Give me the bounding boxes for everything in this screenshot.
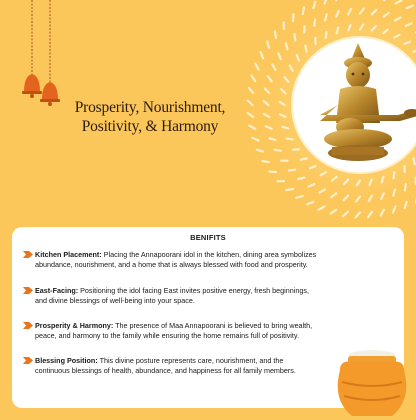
item-text: The presence of Maa Annapoorani is believed to bring wealth, xyxy=(113,321,312,330)
ring-dash xyxy=(262,161,269,162)
page-title xyxy=(55,98,245,136)
item-text: and divine blessings of well-being into your space. xyxy=(35,296,368,306)
ring-dash xyxy=(287,139,293,140)
headline-line-2: Positivity, & Harmony xyxy=(55,117,245,136)
ring-dash xyxy=(337,28,339,34)
item-text: continuous blessings of health, abundance, and happiness for all family members. xyxy=(35,366,368,376)
item-text: This divine posture represents care, nourishment, and the xyxy=(98,356,284,365)
item-heading: Blessing Position: xyxy=(35,356,98,365)
list-item xyxy=(23,250,368,269)
ring-dash xyxy=(283,127,289,129)
ring-dash xyxy=(289,170,295,171)
ring-dash xyxy=(286,189,293,190)
ring-dash xyxy=(382,177,384,183)
orange-arrow-bullet-icon xyxy=(23,357,33,364)
ring-dash xyxy=(314,20,315,26)
item-text: Positioning the idol facing East invites positive energy, fresh beginnings, xyxy=(78,286,309,295)
ring-dash xyxy=(275,150,281,151)
item-text: abundance, nourishment, and a home that is always blessed with food and prosperity. xyxy=(35,260,368,270)
orange-arrow-bullet-icon xyxy=(23,251,33,258)
list-item xyxy=(23,321,368,340)
hanging-bells-icon xyxy=(14,0,70,106)
ring-dash xyxy=(405,184,406,190)
item-heading: Prosperity & Harmony: xyxy=(35,321,113,330)
card-title: BENIFITS xyxy=(12,233,404,242)
ring-dash xyxy=(275,31,276,38)
ring-dash xyxy=(298,178,304,180)
list-item xyxy=(23,356,368,375)
annapoorani-idol-image xyxy=(300,35,416,175)
item-text: peace, and harmony to the family while ensuring the home remains full of positivity. xyxy=(35,331,368,341)
rice-pot-icon xyxy=(322,330,416,420)
headline-line-1: Prosperity, Nourishment, xyxy=(55,98,245,117)
ring-dash xyxy=(295,34,296,40)
ring-dash xyxy=(286,43,288,49)
item-heading: East-Facing: xyxy=(35,286,78,295)
list-item xyxy=(23,286,368,305)
orange-arrow-bullet-icon xyxy=(23,287,33,294)
ring-dash xyxy=(303,7,304,14)
item-text: Placing the Annapoorani idol in the kitchen, dining area symbolizes xyxy=(102,250,317,259)
orange-arrow-bullet-icon xyxy=(23,322,33,329)
item-heading: Kitchen Placement: xyxy=(35,250,102,259)
